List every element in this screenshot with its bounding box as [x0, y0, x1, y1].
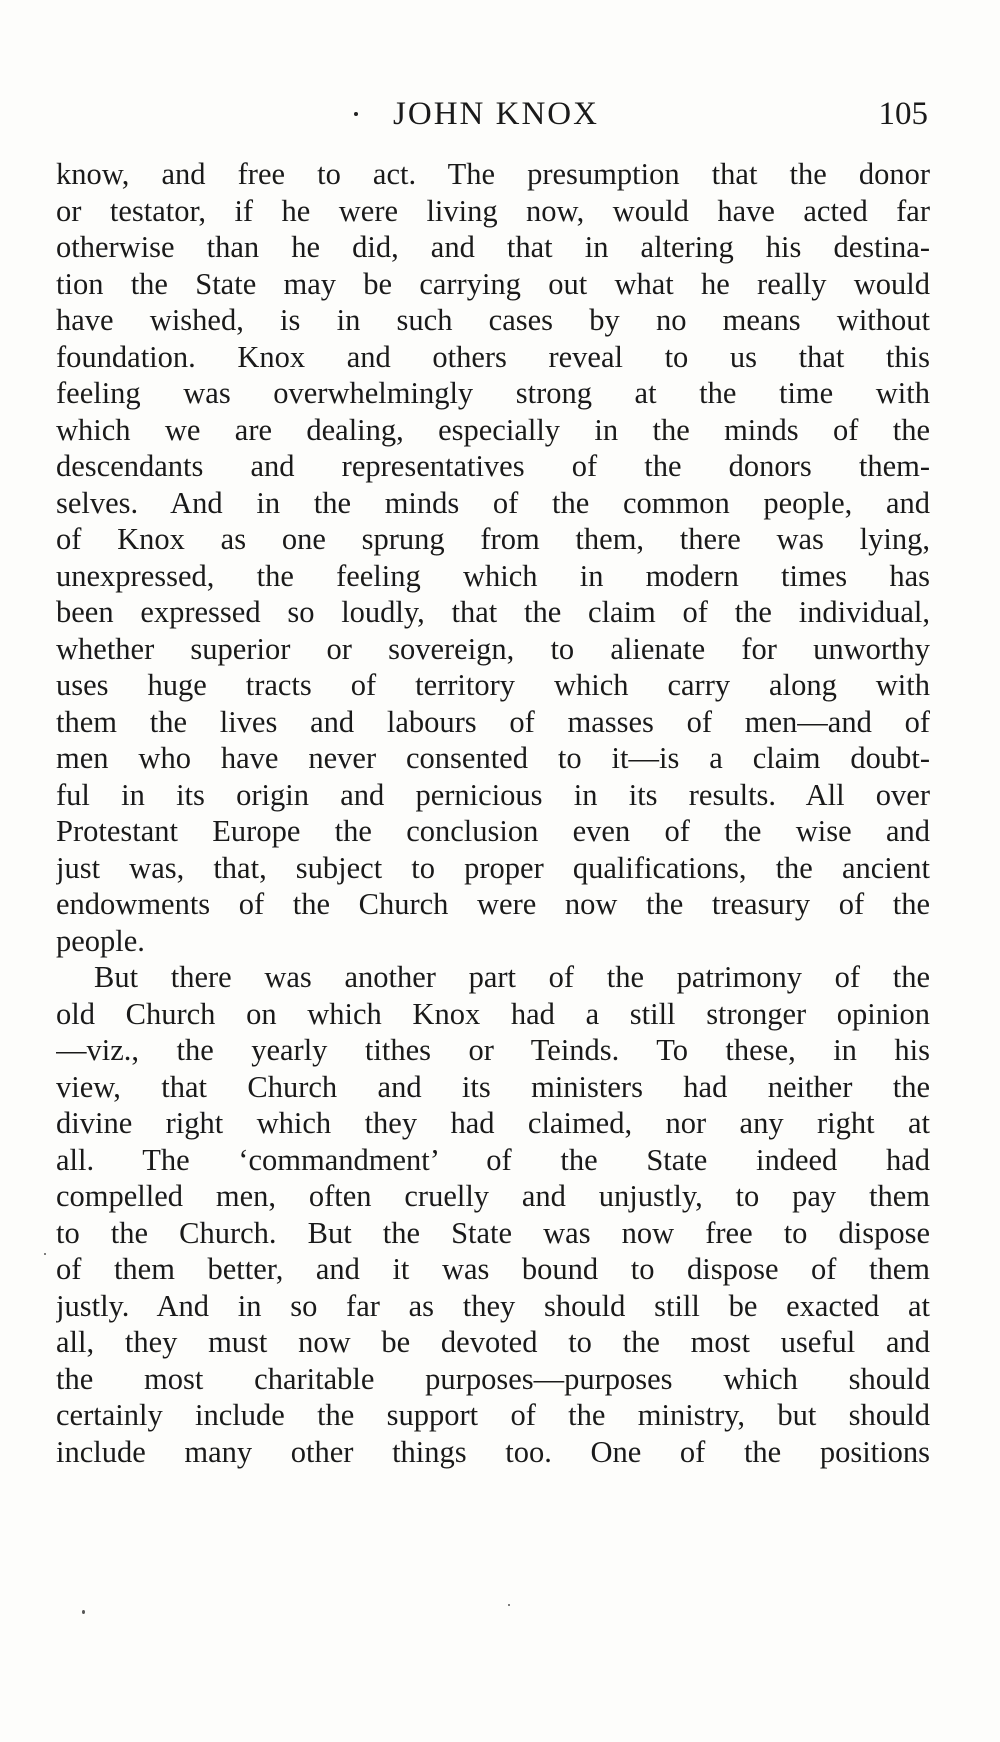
ink-speck [508, 1604, 510, 1606]
running-head [56, 92, 936, 136]
text-line: foundation. Knox and others reveal to us that this [56, 339, 930, 374]
body-text [56, 156, 930, 1470]
text-line: been expressed so loudly, that the claim of the individual, [56, 595, 930, 629]
text-line: or testator, if he were living now, would have acted far [56, 193, 930, 228]
text-line: tion the State may be carrying out what he really would [56, 266, 930, 301]
text-line: ful in its origin and pernicious in its results. All over [56, 777, 930, 812]
text-line: view, that Church and its ministers had neither the [56, 1069, 930, 1104]
text-line: Protestant Europe the conclusion even of the wise and [56, 814, 930, 848]
text-line: selves. And in the minds of the common people, and [56, 485, 930, 520]
text-line: include many other things too. One of the positions [56, 1434, 930, 1469]
text-line: uses huge tracts of territory which carry along with [56, 668, 930, 702]
text-line: compelled men, often cruelly and unjustly, to pay them [56, 1179, 930, 1213]
text-line: feeling was overwhelmingly strong at the time with [56, 376, 930, 410]
text-line: which we are dealing, especially in the minds of the [56, 412, 930, 447]
text-line: of Knox as one sprung from them, there was lying, [56, 522, 930, 556]
text-line: all, they must now be devoted to the most useful and [56, 1325, 930, 1359]
text-line: have wished, is in such cases by no means without [56, 303, 930, 337]
paragraph-end-line: people. [56, 923, 145, 958]
ink-speck [82, 1610, 85, 1614]
text-line: descendants and representatives of the donors them- [56, 449, 930, 483]
text-line: —viz., the yearly tithes or Teinds. To these, in his [56, 1033, 930, 1067]
text-line: justly. And in so far as they should still be exacted at [56, 1288, 930, 1323]
text-line: old Church on which Knox had a still stronger opinion [56, 996, 930, 1031]
text-line: whether superior or sovereign, to alienate for unworthy [56, 631, 930, 666]
text-line: otherwise than he did, and that in altering his destina- [56, 230, 930, 264]
text-line: endowments of the Church were now the treasury of the [56, 887, 930, 921]
ink-speck [44, 1253, 46, 1255]
text-line: to the Church. But the State was now free to dispose [56, 1215, 930, 1250]
text-line: men who have never consented to it—is a claim doubt- [56, 741, 930, 775]
text-line: just was, that, subject to proper qualifications, the ancient [56, 850, 930, 885]
text-line: certainly include the support of the ministry, but should [56, 1398, 930, 1432]
text-line: unexpressed, the feeling which in modern times has [56, 558, 930, 593]
text-line: all. The ‘commandment’ of the State indeed had [56, 1142, 930, 1177]
paragraph-start-line: But there was another part of the patrimony of the [94, 960, 930, 994]
text-line: divine right which they had claimed, nor any right at [56, 1106, 930, 1140]
running-title: JOHN KNOX [393, 96, 599, 132]
text-line: them the lives and labours of masses of men—and of [56, 704, 930, 739]
text-line: the most charitable purposes—purposes which should [56, 1361, 930, 1396]
page-number: 105 [878, 96, 928, 132]
text-line: of them better, and it was bound to dispose of them [56, 1252, 930, 1286]
text-line: know, and free to act. The presumption that the donor [56, 157, 930, 191]
